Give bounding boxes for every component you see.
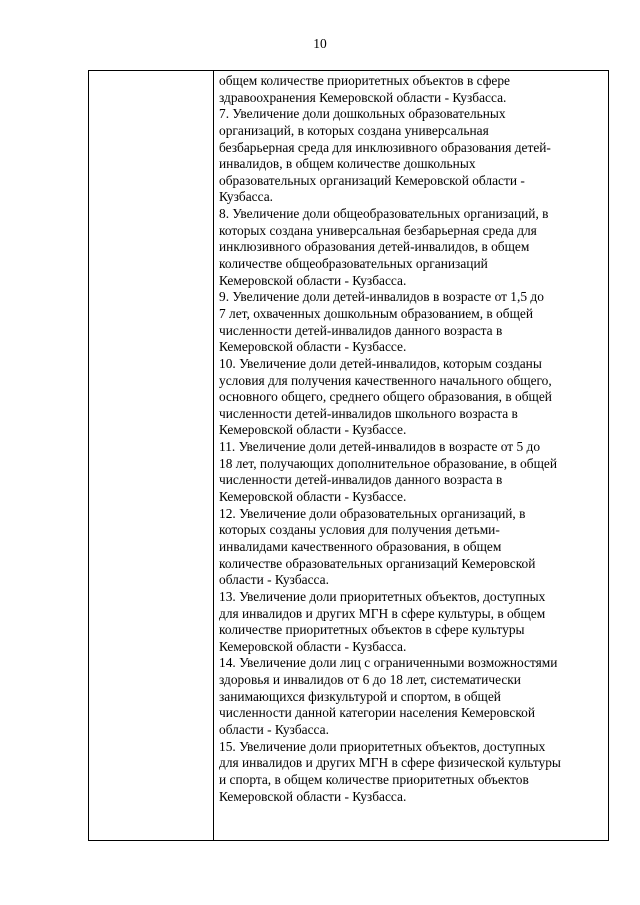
text-line: организаций, в которых создана универсальная [219, 122, 489, 138]
text-line: и спорта, в общем количестве приоритетных объектов [219, 771, 529, 787]
text-line: количестве общеобразовательных организаций [219, 256, 488, 272]
text-line: здоровья и инвалидов от 6 до 18 лет, систематически [219, 672, 521, 688]
text-line: Кузбасса. [219, 189, 274, 205]
text-line: общем количестве приоритетных объектов в сфере [219, 73, 511, 88]
text-line: 15. Увеличение доли приоритетных объектов, доступных [219, 738, 546, 754]
indicator-table [88, 70, 609, 841]
text-line: занимающихся физкультурой и спортом, в общей [219, 688, 501, 704]
text-line: численности детей-инвалидов данного возраста в [219, 322, 503, 338]
text-line: численности данной категории населения Кемеровской [219, 705, 536, 721]
text-line: образовательных организаций Кемеровской области - [219, 172, 525, 188]
text-line: инвалидами качественного образования, в общем [219, 538, 502, 554]
text-line: Кемеровской области - Кузбассе. [219, 422, 407, 438]
text-line: безбарьерная среда для инклюзивного образования детей- [219, 139, 551, 155]
text-line: Кемеровской области - Кузбасса. [219, 788, 407, 804]
text-line: численности детей-инвалидов данного возраста в [219, 472, 503, 488]
text-line: Кемеровской области - Кузбасса. [219, 638, 407, 654]
text-line: которых созданы условия для получения детьми- [219, 522, 500, 538]
text-line: Кемеровской области - Кузбассе. [219, 339, 407, 355]
table-right-cell [215, 71, 608, 840]
text-line: 7. Увеличение доли дошкольных образовательных [219, 106, 506, 122]
text-line: Кемеровской области - Кузбасса. [219, 272, 407, 288]
text-line: области - Кузбасса. [219, 572, 329, 588]
text-line: 14. Увеличение доли лиц с ограниченными возможностями [219, 655, 558, 671]
text-line: 8. Увеличение доли общеобразовательных организаций, в [219, 206, 549, 222]
text-line: здравоохранения Кемеровской области - Кузбасса. [219, 89, 507, 105]
text-line: области - Кузбасса. [219, 721, 329, 737]
text-line: 18 лет, получающих дополнительное образование, в общей [219, 455, 557, 471]
text-line: количестве приоритетных объектов в сфере культуры [219, 622, 525, 638]
text-line: основного общего, среднего общего образования, в общей [219, 389, 552, 405]
text-line: 13. Увеличение доли приоритетных объектов, доступных [219, 588, 546, 604]
table-left-cell [89, 71, 214, 840]
text-line: для инвалидов и других МГН в сфере культуры, в общем [219, 605, 546, 621]
text-line: 7 лет, охваченных дошкольным образованием, в общей [219, 305, 533, 321]
text-line: инклюзивного образования детей-инвалидов, в общем [219, 239, 530, 255]
text-line: 10. Увеличение доли детей-инвалидов, которым созданы [219, 355, 542, 371]
text-line: которых создана универсальная безбарьерная среда для [219, 222, 537, 238]
text-line: количестве образовательных организаций Кемеровской [219, 555, 536, 571]
text-line: 9. Увеличение доли детей-инвалидов в возрасте от 1,5 до [219, 289, 544, 305]
text-line: условия для получения качественного начального общего, [219, 372, 552, 388]
text-line: для инвалидов и других МГН в сфере физической культуры [219, 755, 561, 771]
text-line: численности детей-инвалидов школьного возраста в [219, 405, 518, 421]
text-line: инвалидов, в общем количестве дошкольных [219, 156, 476, 172]
text-line: 12. Увеличение доли образовательных организаций, в [219, 505, 526, 521]
text-line: 11. Увеличение доли детей-инвалидов в возрасте от 5 до [219, 439, 541, 455]
page-number: 10 [313, 36, 327, 51]
text-line: Кемеровской области - Кузбассе. [219, 489, 407, 505]
